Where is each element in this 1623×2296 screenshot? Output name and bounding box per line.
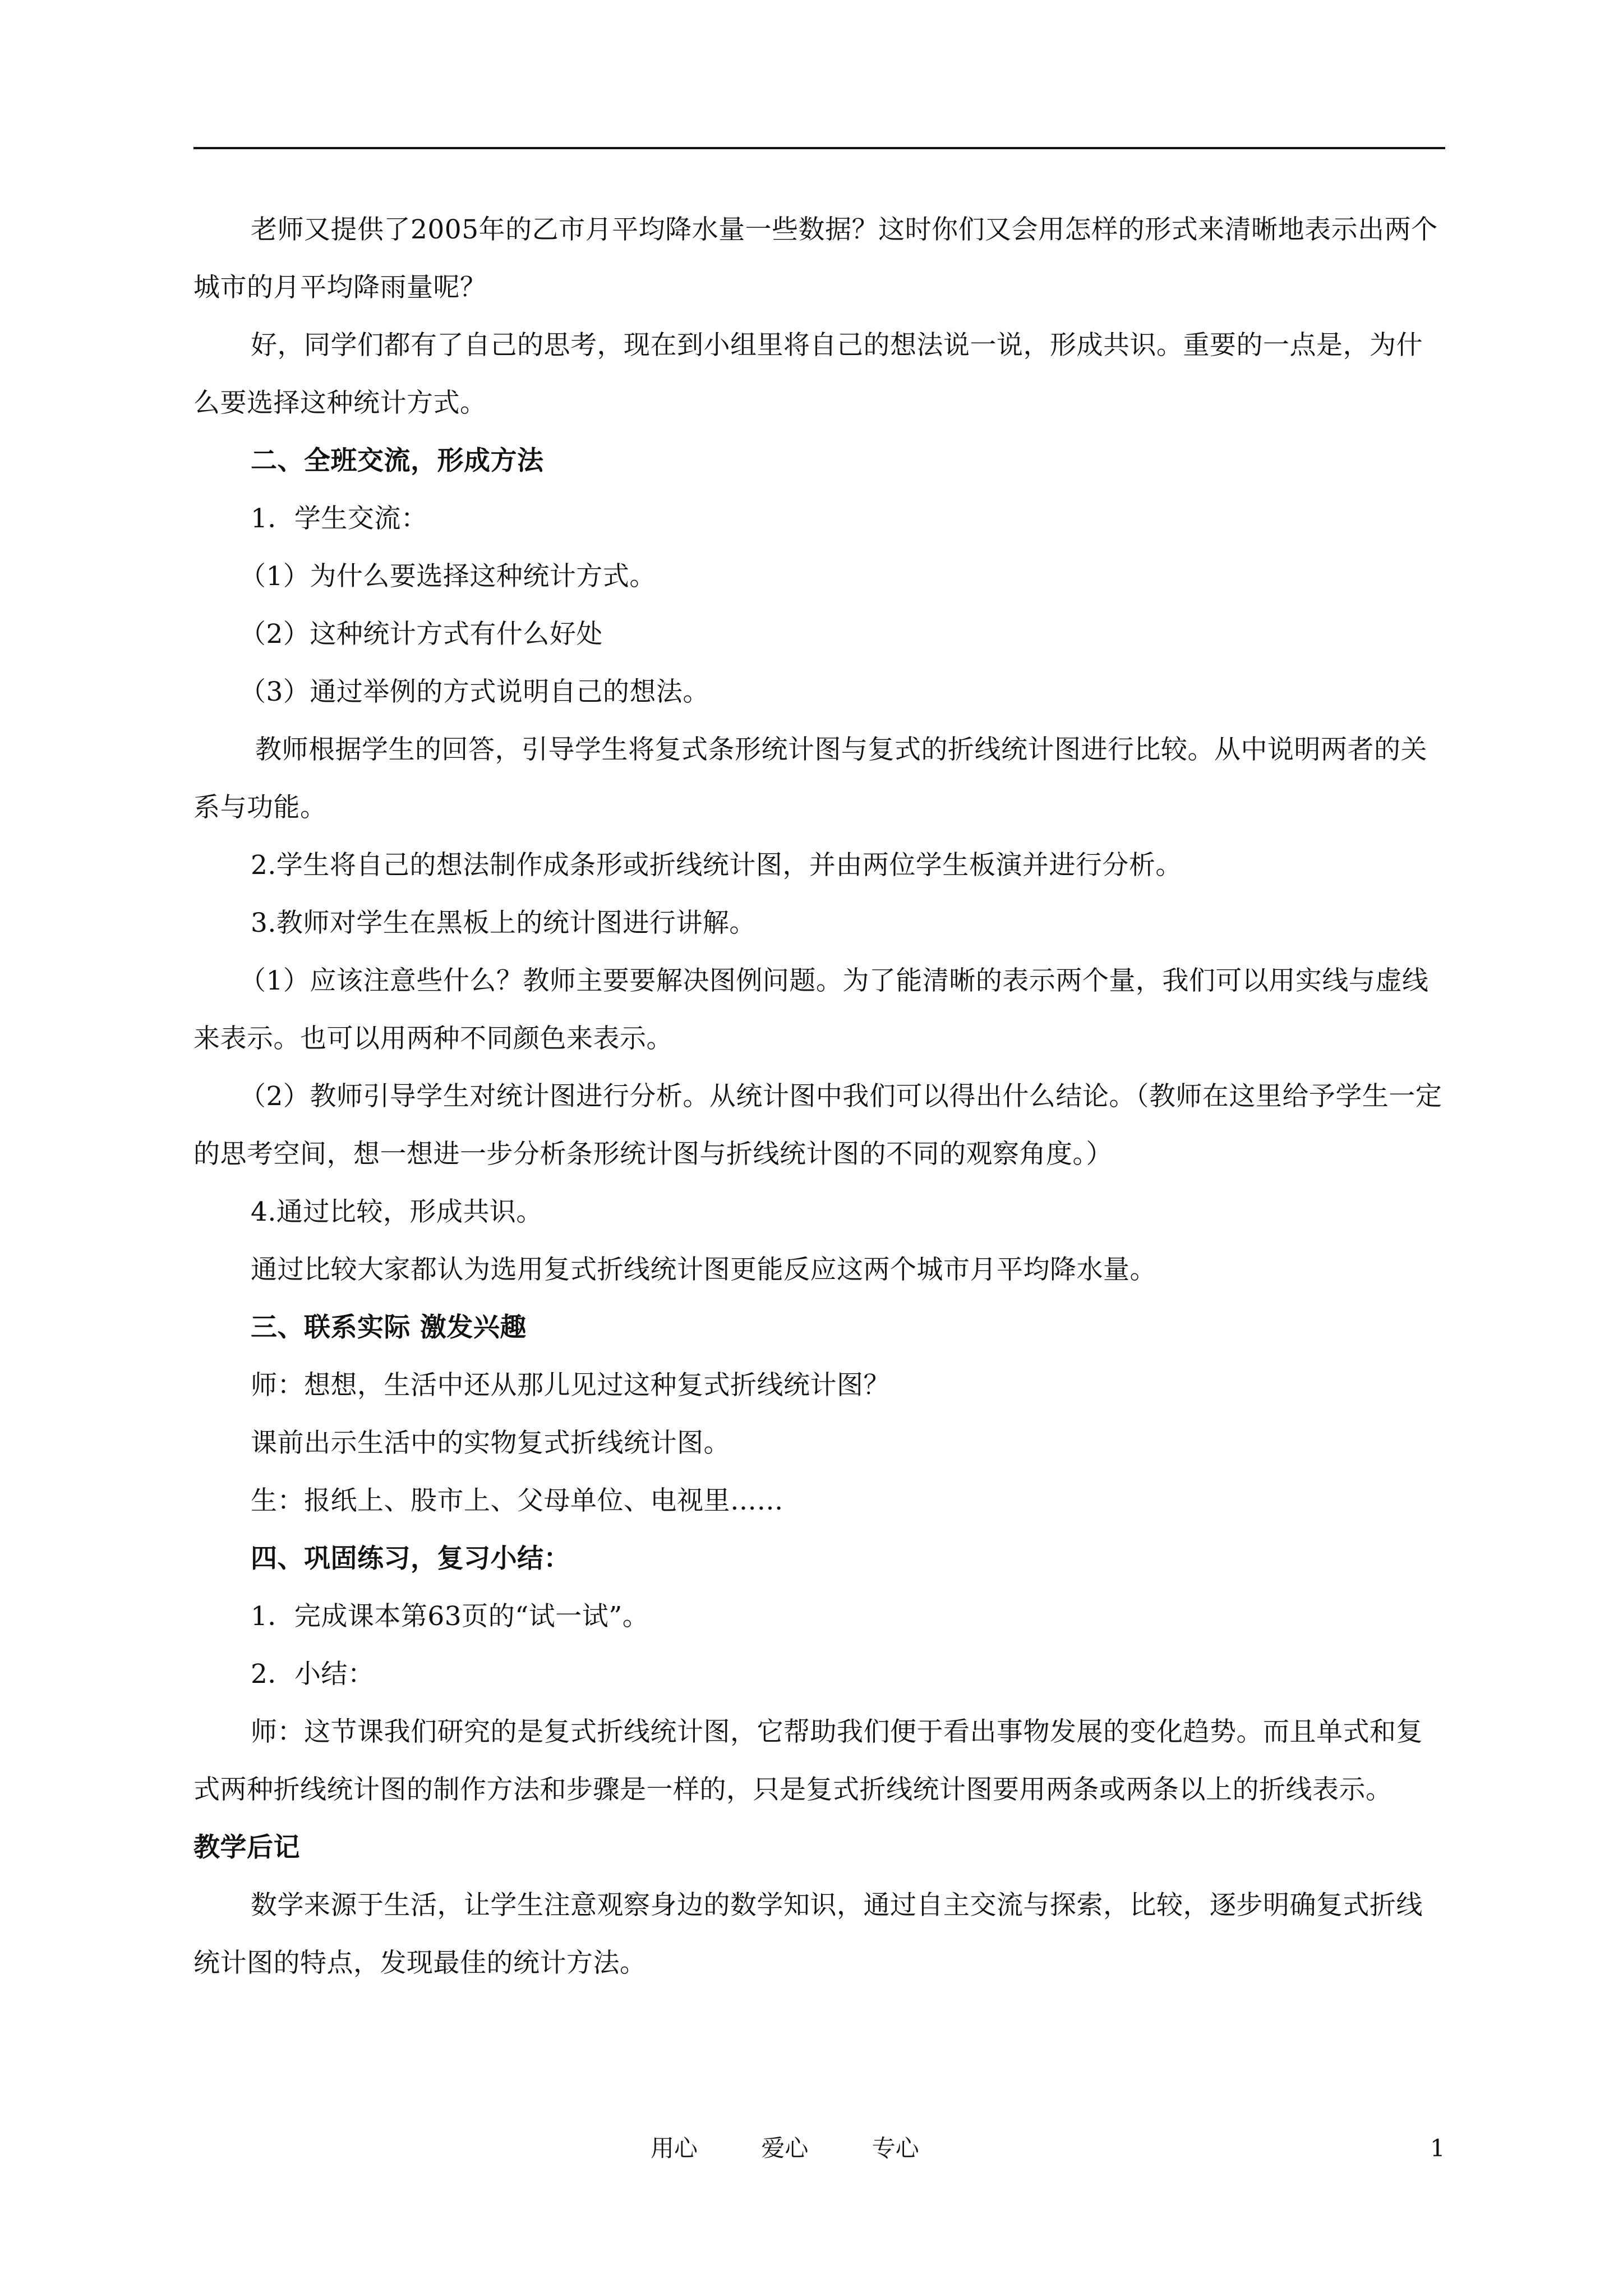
list-item: 1．学生交流： [251, 503, 428, 534]
header-rule [193, 147, 1445, 149]
footer-motto [651, 2132, 975, 2165]
section-heading-2: 二、全班交流，形成方法 [251, 445, 544, 476]
footer-word: 用心 [651, 2134, 698, 2162]
paragraph-summary: 师：这节课我们研究的是复式折线统计图，它帮助我们便于看出事物发展的变化趋势。而且单式和复式两种折线统计图的制作方法和步骤是一样的，只是复式折线统计图要用两条或两条以上的折线表示。 [193, 1717, 1423, 1805]
footer-word: 专心 [872, 2134, 919, 2162]
document-body [193, 201, 1445, 1992]
section-heading-3: 三、联系实际 激发兴趣 [251, 1312, 527, 1343]
paragraph-teacher-compare: 教师根据学生的回答，引导学生将复式条形统计图与复式的折线统计图进行比较。从中说明两者的关系与功能。 [193, 734, 1427, 823]
page-number: 1 [1430, 2134, 1445, 2162]
paragraph-postscript: 数学来源于生活，让学生注意观察身边的数学知识，通过自主交流与探索，比较，逐步明确复式折线统计图的特点，发现最佳的统计方法。 [193, 1890, 1423, 1978]
list-item: （1）为什么要选择这种统计方式。 [239, 561, 656, 592]
list-item: 3.教师对学生在黑板上的统计图进行讲解。 [251, 908, 756, 938]
paragraph-group-discussion: 好，同学们都有了自己的思考，现在到小组里将自己的想法说一说，形成共识。重要的一点是，为什么要选择这种统计方式。 [193, 330, 1423, 418]
section-heading-4: 四、巩固练习，复习小结： [251, 1543, 570, 1574]
list-item: 1．完成课本第63页的“试一试”。 [251, 1601, 649, 1632]
list-item: （3）通过举例的方式说明自己的想法。 [239, 677, 709, 707]
list-item: （2）教师引导学生对统计图进行分析。从统计图中我们可以得出什么结论。（教师在这里给予学生一定的思考空间，想一想进一步分析条形统计图与折线统计图的不同的观察角度。） [193, 1081, 1442, 1170]
paragraph-dialog: 课前出示生活中的实物复式折线统计图。 [251, 1428, 730, 1458]
paragraph-dialog: 师：想想，生活中还从那儿见过这种复式折线统计图？ [251, 1370, 890, 1401]
list-item: 4.通过比较，形成共识。 [251, 1197, 543, 1227]
list-item: 2.学生将自己的想法制作成条形或折线统计图，并由两位学生板演并进行分析。 [251, 850, 1182, 881]
paragraph-conclusion: 通过比较大家都认为选用复式折线统计图更能反应这两个城市月平均降水量。 [251, 1254, 1156, 1285]
section-heading-postscript: 教学后记 [193, 1832, 300, 1863]
list-item: （1）应该注意些什么？教师主要要解决图例问题。为了能清晰的表示两个量，我们可以用实线与虚线来表示。也可以用两种不同颜色来表示。 [193, 965, 1429, 1054]
list-item: 2．小结： [251, 1659, 375, 1690]
paragraph-intro: 老师又提供了2005年的乙市月平均降水量一些数据？这时你们又会用怎样的形式来清晰地表示出两个城市的月平均降雨量呢？ [193, 214, 1438, 303]
footer-word: 爱心 [761, 2134, 809, 2162]
paragraph-dialog: 生：报纸上、股市上、父母单位、电视里…… [251, 1485, 783, 1516]
list-item: （2）这种统计方式有什么好处 [239, 619, 603, 650]
